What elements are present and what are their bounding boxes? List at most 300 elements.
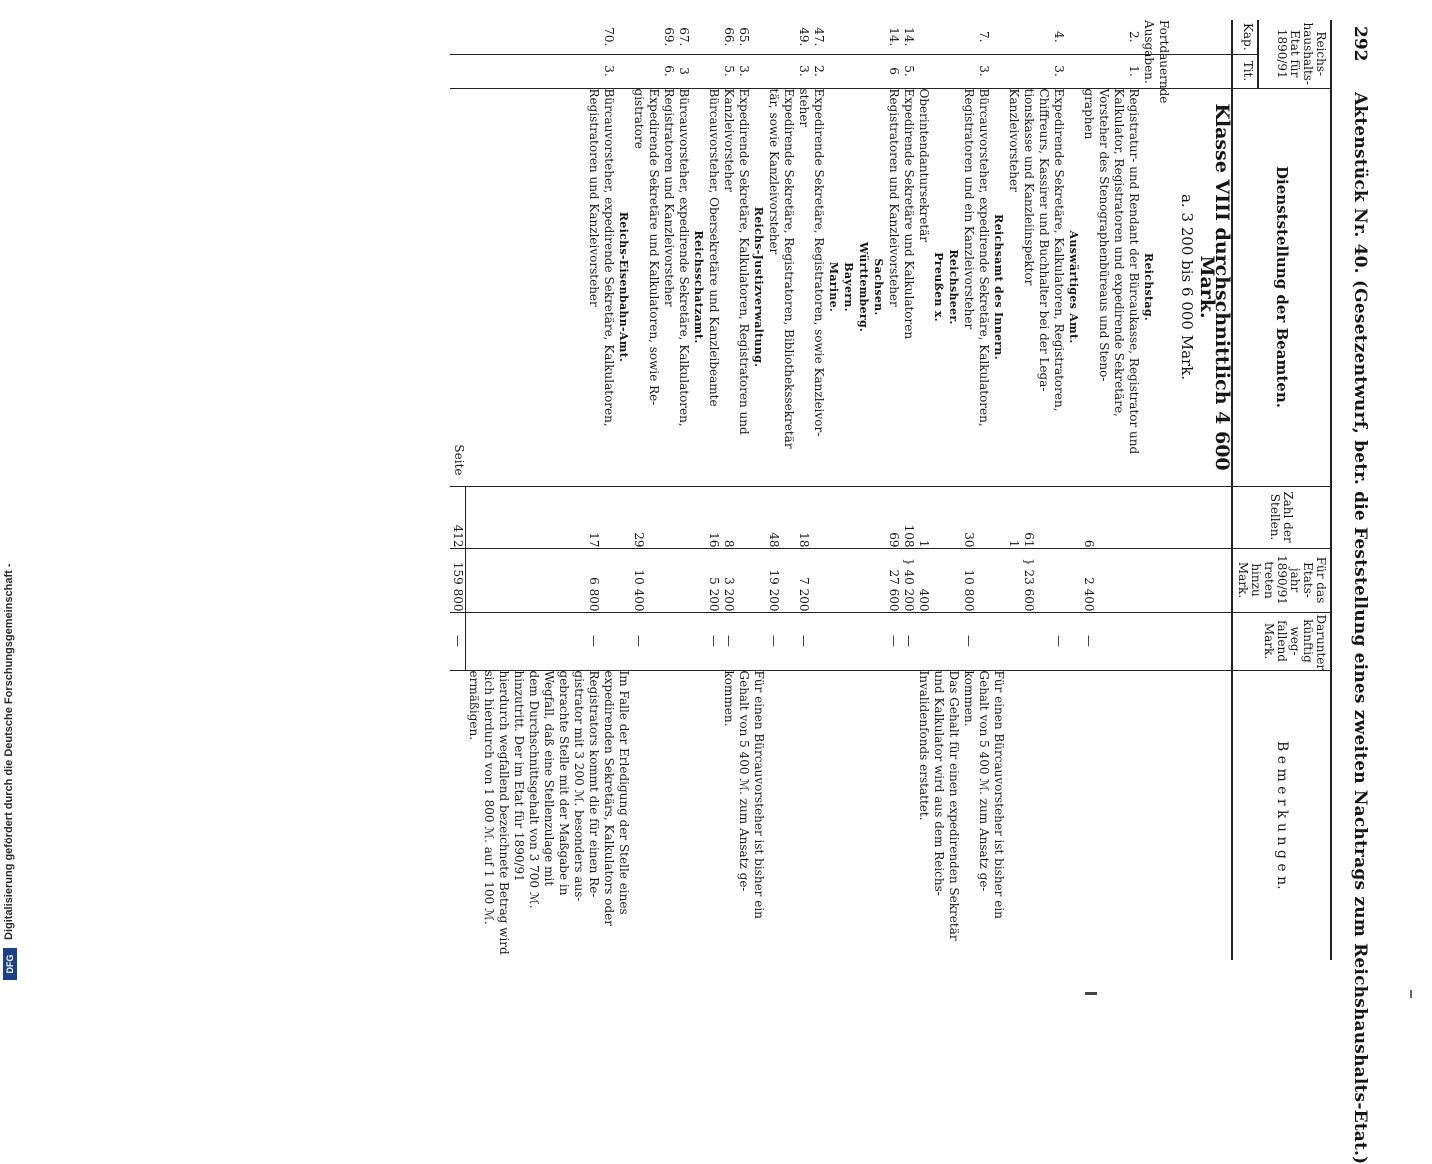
description-line: Reichstag. <box>1142 253 1155 321</box>
klasse-row <box>1171 20 1232 960</box>
darunter-line: — <box>962 635 976 648</box>
amount-line <box>1141 549 1156 612</box>
kap-line: Fortdauernde <box>1157 20 1171 104</box>
note-cell <box>766 670 796 960</box>
note-text: Für einen Bürcauvorsteher ist bisher ein Gehalt von 5 400 ℳ. zum Ansatz ge- kommen. <box>722 670 766 919</box>
description-line: Expedirende Sekretäre und Kalkulatoren <box>902 88 916 340</box>
amount-cell <box>466 548 631 612</box>
description-line: Reichsheer. <box>947 249 960 325</box>
tit-line <box>616 55 631 88</box>
stellen-cell <box>766 486 796 548</box>
description-line: Bayern. <box>842 262 855 312</box>
stellen-line <box>811 487 826 548</box>
total-kap-cell <box>451 20 467 54</box>
tit-line: 1. <box>1127 65 1141 77</box>
darunter-cell <box>961 612 1006 670</box>
amount-cell <box>886 548 961 612</box>
darunter-line: — <box>632 635 646 648</box>
darunter-line <box>616 613 631 670</box>
amount-line: } 40 200 <box>902 558 916 612</box>
darunter-line <box>1096 613 1111 670</box>
darunter-line: — <box>902 635 916 648</box>
stellen-cell <box>796 486 886 548</box>
amount-line: } 23 600 <box>1022 558 1036 612</box>
note-cell <box>466 670 631 960</box>
amount-line <box>976 549 991 612</box>
stellen-line <box>1066 487 1081 548</box>
amount-cell <box>1006 548 1081 612</box>
stellen-line <box>931 487 946 548</box>
amount-cell <box>961 548 1006 612</box>
darunter-line <box>826 613 841 670</box>
kap-line <box>826 20 841 54</box>
stellen-line <box>676 487 691 548</box>
table-row <box>796 20 886 960</box>
stellen-line: 17 <box>587 532 601 548</box>
description-line: Kanzleivorsteher <box>722 88 736 192</box>
description-line: Expedirende Sekretäre, Kalkulatoren, Registratoren, <box>1052 88 1066 412</box>
description-cell <box>1006 88 1081 486</box>
kap-line: 7. <box>977 31 991 43</box>
darunter-line: — <box>1082 635 1096 648</box>
kap-cell <box>766 20 796 54</box>
description-line: Bürcauvorsteher, Obersekretäre und Kanzleibeamte <box>707 88 721 407</box>
stellen-line: 108 <box>902 524 916 548</box>
amount-line: 400 <box>917 588 931 612</box>
description-line: Auswärtiges Amt. <box>1067 230 1080 344</box>
darunter-line <box>1066 613 1081 670</box>
amount-line <box>826 549 841 612</box>
description-line: Bürcauvorsteher, expedirende Sekretäre, Kalkulatoren, <box>977 88 991 427</box>
kap-line: 49. <box>797 27 811 47</box>
stellen-line <box>736 487 751 548</box>
total-stellen: 412 <box>451 486 467 548</box>
amount-line <box>991 549 1006 612</box>
kap-line <box>691 20 706 54</box>
amount-line <box>1006 549 1021 612</box>
stellen-line: 6 <box>1082 539 1096 548</box>
darunter-line: — <box>587 635 601 648</box>
total-row <box>451 20 467 960</box>
stellen-line: 1 <box>917 539 931 548</box>
description-cell <box>466 88 631 486</box>
darunter-line <box>1021 613 1036 670</box>
stellen-line <box>1126 487 1141 548</box>
amount-line <box>1096 549 1111 612</box>
kap-cell <box>1006 20 1081 54</box>
amount-cell <box>796 548 886 612</box>
darunter-line: — <box>887 635 901 648</box>
darunter-line <box>736 613 751 670</box>
description-line: Vorsteher des Stenographenbüreaus und Steno- <box>1097 88 1111 382</box>
tit-line <box>856 55 871 88</box>
kap-line <box>616 20 631 54</box>
kap-line <box>871 20 886 54</box>
tit-cell <box>796 54 886 88</box>
kap-line: 70. <box>602 27 616 47</box>
rotated-document <box>90 20 1380 1164</box>
stellen-cell <box>1006 486 1081 548</box>
description-line: steher <box>797 88 811 128</box>
amount-line <box>1066 549 1081 612</box>
kap-cell <box>961 20 1006 54</box>
darunter-line <box>841 613 856 670</box>
note-cell <box>961 670 1006 960</box>
description-line: tär, sowie Kanzleivorsteher <box>767 88 781 255</box>
budget-table <box>451 20 1333 960</box>
stellen-line: 61 <box>1022 532 1036 548</box>
note-cell <box>631 670 706 960</box>
amount-line: 2 400 <box>1082 577 1096 612</box>
tit-line: 3 <box>677 67 691 75</box>
description-line: Marine. <box>827 261 840 313</box>
tit-line <box>931 55 946 88</box>
darunter-line <box>751 613 766 670</box>
kap-cell <box>631 20 706 54</box>
darunter-line <box>1141 613 1156 670</box>
kap-cell <box>1081 20 1171 104</box>
darunter-line <box>916 613 931 670</box>
darunter-line <box>1126 613 1141 670</box>
col-header-dienststellung: Dienststellung der Beamten. <box>1232 88 1331 486</box>
amount-line <box>601 549 616 612</box>
stellen-line: 30 <box>962 532 976 548</box>
amount-line <box>676 549 691 612</box>
amount-line <box>691 549 706 612</box>
note-text: Das Gehalt für einen expedirenden Sekretär und Kalkulator wird aus dem Reichs- Invalidenfonds erstattet. <box>917 670 961 941</box>
description-line: Sachsen. <box>872 258 885 316</box>
amount-line <box>646 549 661 612</box>
total-tit-cell <box>451 54 467 88</box>
amount-line: 19 200 <box>767 569 781 612</box>
stellen-line <box>1096 487 1111 548</box>
darunter-line: — <box>767 635 781 648</box>
tit-line: 2. <box>812 65 826 77</box>
darunter-line <box>946 613 961 670</box>
kap-line <box>751 20 766 54</box>
description-line: graphen <box>1082 88 1096 140</box>
tit-line <box>1066 55 1081 88</box>
table-row <box>886 20 961 960</box>
darunter-line <box>856 613 871 670</box>
digitization-sidebar <box>0 0 20 1000</box>
amount-line: 27 600 <box>887 569 901 612</box>
darunter-cell <box>1006 612 1081 670</box>
amount-cell <box>766 548 796 612</box>
tit-line <box>691 55 706 88</box>
col-header-tit: Tit. <box>1232 54 1258 88</box>
tit-line: 3. <box>977 65 991 77</box>
amount-line <box>736 549 751 612</box>
amount-line <box>1036 549 1051 612</box>
tit-line: 3. <box>1052 65 1066 77</box>
stellen-line: 1 <box>1007 539 1021 548</box>
tit-cell <box>766 54 796 88</box>
tit-line: 6 <box>887 67 901 75</box>
darunter-line <box>646 613 661 670</box>
total-label: Seite <box>452 444 466 476</box>
note-text: Im Falle der Erledigung der Stelle eines expedirenden Sekretärs, Kalkulators oder Registrators kommt die für einen Re- gistrator mit 3 200 ℳ. besonders aus- gebrachte Stelle mit der Maßgabe in Wegfall, daß eine Stellenzulage mit dem Durchschnittsgehalt von 3 700 ℳ. hinzutritt. Der im Etat für 1890/91 hierdurch wegfallend bezeichnete Betrag wird sich hierdurch von 1 800 ℳ. auf 1 100 ℳ. ermäßigen. <box>467 670 631 955</box>
darunter-line <box>811 613 826 670</box>
kap-line: 66. <box>722 27 736 47</box>
kap-line <box>781 20 796 54</box>
total-label-cell <box>451 88 467 486</box>
col-header-haushalt: Reichs-haushalts-Etat für 1890/91 <box>1258 20 1331 88</box>
tit-line: 5. <box>902 65 916 77</box>
tit-line <box>991 55 1006 88</box>
description-line: Expedirende Sekretäre, Registratoren, sowie Kanzleivor- <box>812 88 826 437</box>
stellen-cell <box>886 486 961 548</box>
darunter-line <box>871 613 886 670</box>
stellen-line <box>856 487 871 548</box>
stellen-line: 48 <box>767 532 781 548</box>
kap-line: 67. <box>677 27 691 47</box>
tit-line: 3. <box>602 65 616 77</box>
darunter-line <box>976 613 991 670</box>
darunter-cell <box>886 612 961 670</box>
description-line: Reichsamt des Innern. <box>992 214 1005 360</box>
darunter-cell <box>796 612 886 670</box>
kap-line: 47. <box>812 27 826 47</box>
darunter-line: — <box>797 635 811 648</box>
kap-cell <box>796 20 886 54</box>
darunter-line <box>691 613 706 670</box>
description-line: Oberintendantursekretär <box>917 88 931 243</box>
tit-line <box>751 55 766 88</box>
description-line: Reichs-Eisenbahn-Amt. <box>617 211 630 363</box>
kap-line: 14. <box>887 27 901 47</box>
amount-line: 5 200 <box>707 577 721 612</box>
darunter-line <box>601 613 616 670</box>
description-line: Reichs-Justizverwaltung. <box>752 206 765 368</box>
amount-line <box>871 549 886 612</box>
stellen-line <box>826 487 841 548</box>
kap-line <box>1066 20 1081 54</box>
total-note-cell <box>451 670 467 960</box>
stellen-cell <box>961 486 1006 548</box>
kap-line: 14. <box>902 27 916 47</box>
kap-line <box>841 20 856 54</box>
stellen-cell <box>706 486 766 548</box>
kap-line: 69. <box>662 27 676 47</box>
table-row <box>1081 20 1171 960</box>
table-row <box>706 20 766 960</box>
kap-cell <box>886 20 961 54</box>
tit-line: 5. <box>722 65 736 77</box>
description-cell <box>961 88 1006 486</box>
stellen-line <box>976 487 991 548</box>
kap-line <box>946 20 961 54</box>
note-cell <box>1081 670 1171 960</box>
darunter-cell <box>766 612 796 670</box>
amount-line: 10 800 <box>962 569 976 612</box>
darunter-line <box>931 613 946 670</box>
kap-line: 2. <box>1127 31 1141 43</box>
darunter-line: — <box>722 635 736 648</box>
tit-line: 6. <box>662 65 676 77</box>
stellen-line <box>871 487 886 548</box>
description-line: Registratoren und Kanzleivorsteher <box>662 88 676 307</box>
scan-mark <box>1085 992 1097 995</box>
darunter-cell <box>466 612 631 670</box>
table-header-row <box>1258 20 1331 960</box>
amount-line <box>856 549 871 612</box>
description-line: tionskasse und Kanzleiinspektor <box>1022 88 1036 286</box>
page-title: Aktenstück Nr. 40. (Gesetzentwurf, betr. die Feststellung eines zweiten Nachtrags zum Reichshaushalts-Etat.) <box>1350 92 1370 1164</box>
description-cell <box>1081 88 1171 486</box>
stellen-line <box>751 487 766 548</box>
description-line: Expedirende Sekretäre, Registratoren, Bibliothekssekretär <box>782 88 796 449</box>
darunter-line: — <box>707 635 721 648</box>
note-text: Für einen Bürcauvorsteher ist bisher ein Gehalt von 5 400 ℳ. zum Ansatz ge- kommen. <box>962 670 1006 919</box>
darunter-cell <box>631 612 706 670</box>
amount-line: 6 800 <box>587 577 601 612</box>
table-row <box>766 20 796 960</box>
description-line: Bürcauvorsteher, expedirende Sekretäre, Kalkulatoren, <box>602 88 616 427</box>
amount-line <box>1111 549 1126 612</box>
stellen-line <box>661 487 676 548</box>
col-header-bemerkungen: B e m e r k u n g e n. <box>1232 670 1331 960</box>
description-line: Registratoren und Kanzleivorsteher <box>587 88 601 307</box>
stellen-line <box>1141 487 1156 548</box>
scan-mark-edge <box>1410 990 1412 998</box>
darunter-line <box>1036 613 1051 670</box>
darunter-line: — <box>1052 635 1066 648</box>
table-row <box>466 20 631 960</box>
description-line: Registratoren und ein Kanzleivorsteher <box>962 88 976 330</box>
description-line: Preußen x. <box>932 252 945 322</box>
stellen-line <box>1156 487 1171 548</box>
stellen-line <box>991 487 1006 548</box>
description-cell <box>796 88 886 486</box>
kap-line <box>856 20 871 54</box>
amount-line <box>931 549 946 612</box>
description-line: Württemberg. <box>857 241 870 333</box>
stellen-cell <box>1081 486 1171 548</box>
amount-line <box>751 549 766 612</box>
col-header-stellen: Zahl der Stellen. <box>1232 486 1331 548</box>
tit-cell <box>631 54 706 88</box>
kap-cell <box>466 20 631 54</box>
stellen-line <box>841 487 856 548</box>
stellen-cell <box>631 486 706 548</box>
table-row <box>961 20 1006 960</box>
tit-line <box>916 55 931 88</box>
description-line: Expedirende Sekretäre, Kalkulatoren, Registratoren und <box>737 88 751 435</box>
total-darunter: — <box>451 612 467 670</box>
amount-line <box>661 549 676 612</box>
page-header <box>1338 20 1380 1164</box>
stellen-line: 29 <box>632 532 646 548</box>
tit-cell <box>961 54 1006 88</box>
description-line: Kalkulator, Registratoren und expedirende Sekretäre, <box>1112 88 1126 417</box>
amount-cell <box>1081 548 1171 612</box>
col-header-darunter: Darunter künftig weg-fallend Mark. <box>1232 612 1331 670</box>
table-row <box>631 20 706 960</box>
stellen-line <box>601 487 616 548</box>
description-cell <box>766 88 796 486</box>
stellen-line <box>1111 487 1126 548</box>
amount-line: 10 400 <box>632 569 646 612</box>
darunter-line <box>1111 613 1126 670</box>
tit-line <box>826 55 841 88</box>
description-line: Chiffreurs, Kassirer und Buchhalter bei der Lega- <box>1037 88 1051 392</box>
description-cell <box>706 88 766 486</box>
amount-line <box>1126 549 1141 612</box>
kap-line <box>991 20 1006 54</box>
darunter-line <box>1156 613 1171 670</box>
tit-cell <box>1006 54 1081 88</box>
description-line: Registratoren und Kanzleivorsteher <box>887 88 901 307</box>
amount-line <box>1156 549 1171 612</box>
description-line: Expedirende Sekretäre und Kalkulatoren, sowie Re- <box>647 88 661 406</box>
note-cell <box>886 670 961 960</box>
stellen-line <box>781 487 796 548</box>
stellen-line: 8 <box>722 539 736 548</box>
digitization-note: Digitalisierung gefördert durch die Deutsche Forschungsgemeinschaft - <box>3 563 15 940</box>
description-line: Registratur- und Rendant der Bürcaukasse, Registrator und <box>1127 88 1141 455</box>
note-cell <box>1006 670 1081 960</box>
amount-line <box>1051 549 1066 612</box>
description-cell <box>631 88 706 486</box>
stellen-line: 69 <box>887 532 901 548</box>
tit-line <box>946 55 961 88</box>
description-line <box>1156 89 1171 486</box>
tit-cell <box>466 54 631 88</box>
tit-line <box>871 55 886 88</box>
amount-cell <box>631 548 706 612</box>
amount-line: 7 200 <box>797 577 811 612</box>
darunter-line <box>676 613 691 670</box>
tit-cell <box>706 54 766 88</box>
kap-cell <box>706 20 766 54</box>
tit-line: 3. <box>737 65 751 77</box>
klasse-heading: Klasse VIII durchschnittlich 4 600 Mark. <box>1196 103 1233 471</box>
dfg-logo: DFG <box>3 948 17 980</box>
kap-line <box>916 20 931 54</box>
amount-line: 3 200 <box>722 577 736 612</box>
darunter-line <box>781 613 796 670</box>
stellen-line: 18 <box>797 532 811 548</box>
amount-line <box>841 549 856 612</box>
description-line: gistratore <box>632 88 646 149</box>
kap-line: 65. <box>737 27 751 47</box>
kap-line <box>931 20 946 54</box>
stellen-line: 16 <box>707 532 721 548</box>
amount-cell <box>706 548 766 612</box>
description-line: Kanzleivorsteher <box>1007 88 1021 192</box>
page-number: 292 <box>1350 26 1370 62</box>
note-cell <box>796 670 886 960</box>
darunter-cell <box>1081 612 1171 670</box>
amount-line <box>781 549 796 612</box>
darunter-line <box>1006 613 1021 670</box>
description-line: Reichsschatzamt. <box>692 230 705 344</box>
col-header-kap: Kap. <box>1232 20 1258 54</box>
stellen-line <box>1036 487 1051 548</box>
tit-line: 3. <box>797 65 811 77</box>
amount-line <box>946 549 961 612</box>
tit-line <box>841 55 856 88</box>
total-amount: 159 800 <box>451 548 467 612</box>
kap-line: 4. <box>1052 31 1066 43</box>
stellen-line <box>1051 487 1066 548</box>
tit-cell <box>886 54 961 88</box>
table-row <box>1006 20 1081 960</box>
stellen-line <box>946 487 961 548</box>
amount-line <box>616 549 631 612</box>
stellen-cell <box>466 486 631 548</box>
